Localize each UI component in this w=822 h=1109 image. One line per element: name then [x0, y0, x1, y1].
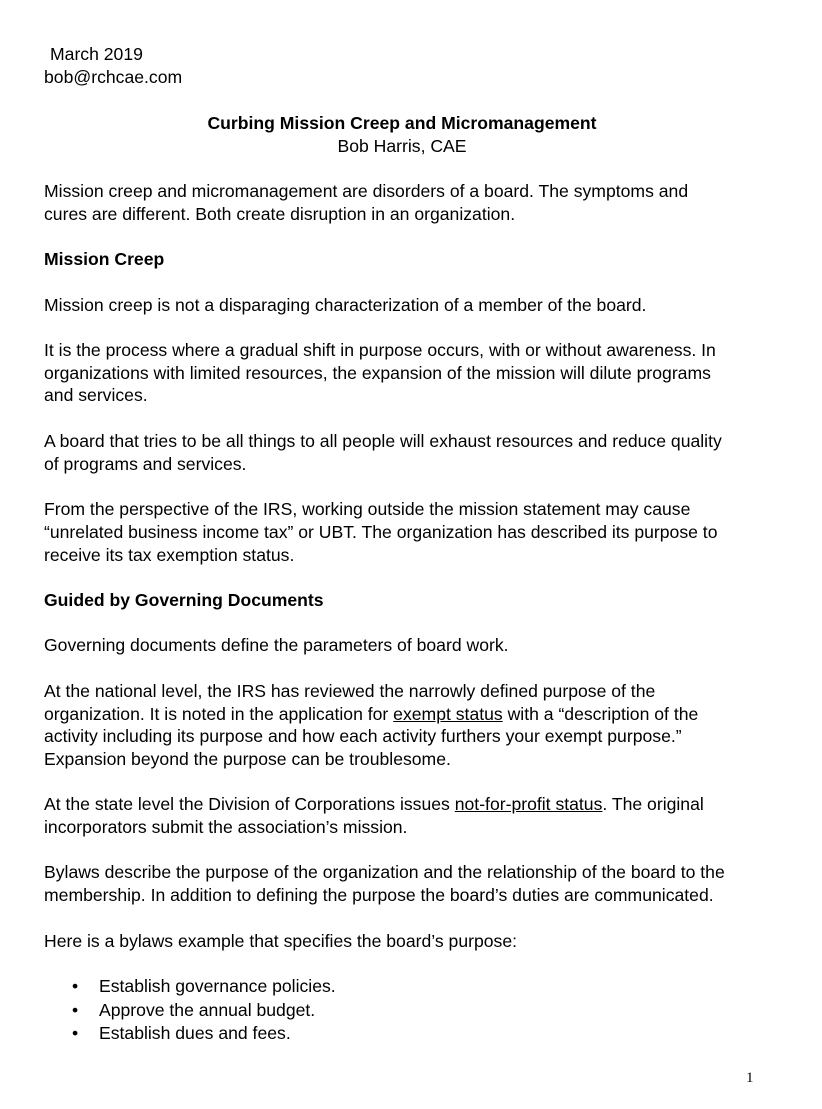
paragraph-line: Mission creep is not a disparaging characterization of a member of the board.: [44, 295, 647, 315]
paragraph-line: “unrelated business income tax” or UBT. The organization has described its purpose to: [44, 522, 718, 542]
list-item: Establish dues and fees.: [99, 1023, 291, 1043]
paragraph-line: It is the process where a gradual shift in purpose occurs, with or without awareness. In: [44, 340, 716, 360]
paragraph-line: From the perspective of the IRS, working outside the mission statement may cause: [44, 499, 691, 519]
paragraph-line: Bylaws describe the purpose of the organization and the relationship of the board to the: [44, 862, 725, 882]
paragraph-line: Here is a bylaws example that specifies the board’s purpose:: [44, 931, 518, 951]
header-email: bob@rchcae.com: [44, 67, 183, 87]
paragraph-line: Governing documents define the parameters of board work.: [44, 635, 509, 655]
bullet-icon: •: [72, 1023, 79, 1043]
text-span: with a “description of the: [502, 704, 699, 724]
exempt-status-link[interactable]: exempt status: [393, 704, 503, 724]
heading-mission-creep: Mission Creep: [44, 249, 165, 269]
paragraph-line: membership. In addition to defining the purpose the board’s duties are communicated.: [44, 885, 714, 905]
intro-line-1: Mission creep and micromanagement are disorders of a board. The symptoms and: [44, 181, 689, 201]
paragraph-line: of programs and services.: [44, 454, 247, 474]
header-date: March 2019: [50, 44, 143, 64]
bullet-icon: •: [72, 1000, 79, 1020]
list-item: Establish governance policies.: [99, 976, 336, 996]
paragraph-line: receive its tax exemption status.: [44, 545, 295, 565]
text-span: . The original: [602, 794, 704, 814]
paragraph-line: incorporators submit the association’s mission.: [44, 817, 408, 837]
document-author: Bob Harris, CAE: [337, 136, 467, 156]
paragraph-line: [44, 703, 698, 726]
heading-governing-documents: Guided by Governing Documents: [44, 590, 324, 610]
text-span: At the state level the Division of Corporations issues: [44, 794, 455, 814]
bullet-icon: •: [72, 976, 79, 996]
paragraph-line: activity including its purpose and how each activity furthers your exempt purpose.”: [44, 726, 682, 746]
paragraph-line: and services.: [44, 385, 148, 405]
paragraph-line: Expansion beyond the purpose can be troublesome.: [44, 749, 451, 769]
not-for-profit-status-link[interactable]: not-for-profit status: [454, 794, 603, 814]
paragraph-line: [44, 793, 704, 816]
page-number: 1: [746, 1070, 754, 1086]
list-item: Approve the annual budget.: [99, 1000, 316, 1020]
paragraph-line: At the national level, the IRS has reviewed the narrowly defined purpose of the: [44, 681, 656, 701]
paragraph-line: organizations with limited resources, the expansion of the mission will dilute programs: [44, 363, 711, 383]
intro-line-2: cures are different. Both create disruption in an organization.: [44, 204, 516, 224]
document-title: Curbing Mission Creep and Micromanagement: [207, 113, 597, 133]
text-span: organization. It is noted in the application for: [44, 704, 394, 724]
paragraph-line: A board that tries to be all things to all people will exhaust resources and reduce quality: [44, 431, 722, 451]
